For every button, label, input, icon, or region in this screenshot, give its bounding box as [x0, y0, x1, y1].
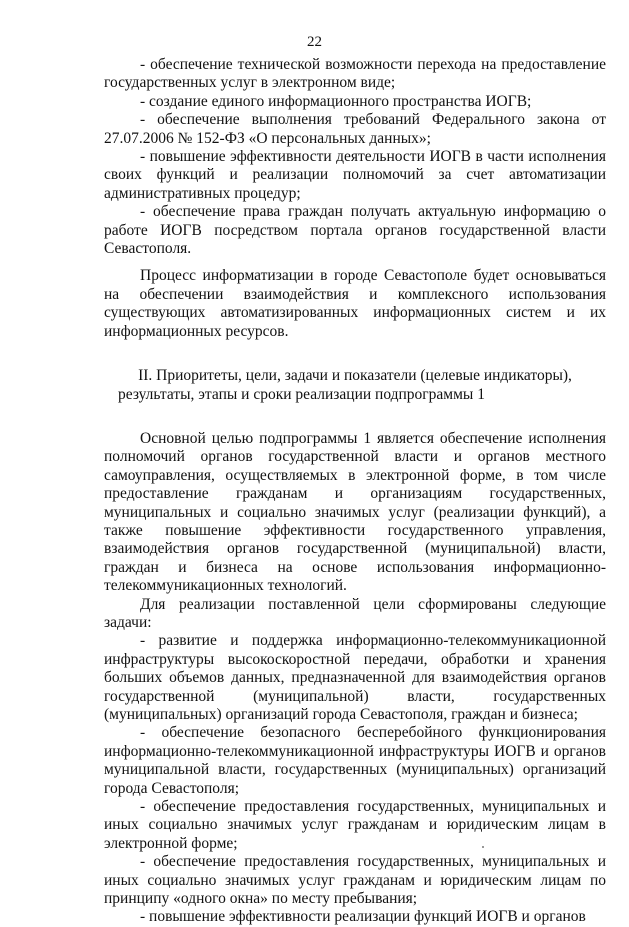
list-item: - обеспечение выполнения требований Федерального закона от 27.07.2006 № 152-ФЗ «О персональных данных»;: [104, 111, 606, 147]
section-heading: II. Приоритеты, цели, задачи и показатели (целевые индикаторы), результаты, этапы и сроки реализации подпрограммы 1: [118, 367, 572, 403]
page-number: 22: [307, 34, 322, 50]
list-item: - создание единого информационного пространства ИОГВ;: [140, 92, 532, 110]
paragraph: Для реализации поставленной цели сформированы следующие задачи:: [104, 595, 606, 631]
document-body: [104, 56, 606, 927]
list-item: - обеспечение права граждан получать актуальную информацию о работе ИОГВ посредством портала органов государственной власти Севастополя.: [104, 203, 606, 258]
paragraph: Процесс информатизации в городе Севастополе будет основываться на обеспечении взаимодействия и комплексного использования существующих автоматизированных информационных систем и их информационных ресурсов.: [104, 267, 606, 340]
spacer: [104, 258, 606, 267]
scan-artifact: [482, 846, 484, 848]
list-item: - обеспечение предоставления государственных, муниципальных и иных социально значимых услуг гражданам и юридическим лицам в электронной форме;: [104, 798, 606, 852]
list-item: - повышение эффективности реализации функций ИОГВ и органов: [140, 908, 586, 926]
spacer: [104, 404, 606, 430]
paragraph: Основной целью подпрограммы 1 является обеспечение исполнения полномочий органов государственной власти и органов местного самоуправления, осуществляемых в электронной форме, в том числе предоставление гражданам и организациям государственных, муниципальных и социально значимых услуг (реализации функций), а также повышение эффективности государственного управления, взаимодействия органов государственной (муниципальной) власти, граждан и бизнеса на основе использования информационно-телекоммуникационных технологий.: [104, 429, 606, 595]
list-item: - обеспечение предоставления государственных, муниципальных и иных социально значимых услуг гражданам и юридическим лицам по принципу «одного окна» по месту пребывания;: [104, 853, 606, 908]
list-item: - обеспечение технической возможности перехода на предоставление государственных услуг в электронном виде;: [104, 56, 606, 92]
spacer: [104, 341, 606, 367]
list-item: - развитие и поддержка информационно-телекоммуникационной инфраструктуры высокоскоростной передачи, обработки и хранения больших объемов данных, предназначенной для взаимодействия органов государственной (муниципальной) власти, государственных (муниципальных) организаций города Севастополя, граждан и бизнеса;: [104, 632, 606, 723]
list-item: - повышение эффективности деятельности ИОГВ в части исполнения своих функций и реализации полномочий за счет автоматизации административных процедур;: [104, 148, 606, 202]
list-item: - обеспечение безопасного бесперебойного функционирования информационно-телекоммуникационной инфраструктуры ИОГВ и органов муниципальной власти, государственных (муниципальных) организаций города Севастополя;: [104, 724, 606, 797]
